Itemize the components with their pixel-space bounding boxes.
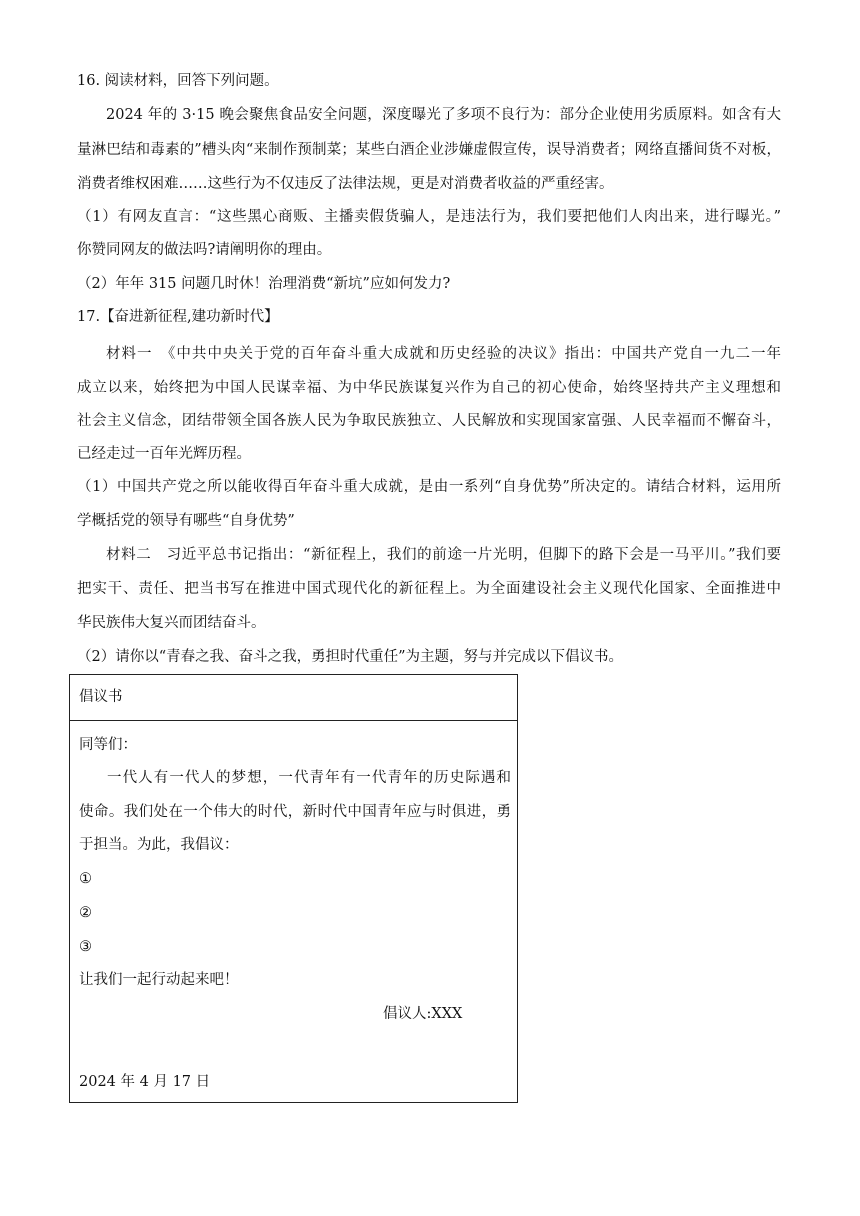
proposal-body-line: 使命。我们处在一个伟大的时代，新时代中国青年应与时俱进，勇 [79, 804, 511, 820]
q17-material2-line: 华民族伟大复兴而团结奋斗。 [77, 615, 266, 631]
q16-heading: 16. 阅读材料，回答下列问题。 [77, 73, 279, 89]
proposal-box [69, 674, 518, 1103]
q16-material-line: 2024 年的 3·15 晚会聚焦食品安全问题，深度曝光了多项不良行为：部分企业使用劣质原料。如含有大 [106, 107, 781, 123]
proposal-item: ② [79, 905, 92, 921]
q16-sub2: （2）年年 315 问题几时休！治理消费“新坑”应如何发力? [77, 276, 451, 292]
q17-material1-line: 社会主义信念，团结带领全国各族人民为争取民族独立、人民解放和实现国家富强、人民幸福而不懈奋斗， [77, 413, 781, 429]
proposal-body-line: 于担当。为此，我倡议： [79, 837, 239, 853]
proposal-date: 2024 年 4 月 17 日 [79, 1074, 211, 1090]
proposal-item: ③ [79, 939, 92, 955]
proposal-item: ① [79, 871, 92, 887]
q17-material1-line: 成立以来，始终把为中国人民谋幸福、为中华民族谋复兴作为自己的初心使命，始终坚持共产主义理想和 [77, 380, 781, 396]
proposal-body-line: 一代人有一代人的梦想，一代青年有一代青年的历史际遇和 [107, 770, 511, 786]
proposal-closing: 让我们一起行动起来吧！ [79, 972, 239, 988]
q16-sub1-line: 你赞同网友的做法吗?请阐明你的理由。 [77, 242, 332, 258]
q17-material2-line: 把实干、责任、把当书写在推进中国式现代化的新征程上。为全面建设社会主义现代化国家、全面推进中 [77, 581, 781, 597]
q17-sub2: （2）请你以“青春之我、奋斗之我，勇担时代重任”为主题，努与并完成以下倡议书。 [77, 649, 624, 665]
proposal-title: 倡议书 [79, 689, 123, 705]
proposal-salutation: 同等们： [79, 737, 137, 753]
proposal-signature: 倡议人:XXX [383, 1006, 463, 1022]
q16-material-line: 量淋巴结和毒素的”槽头肉“来制作预制菜；某些白酒企业涉嫌虚假宣传，误导消费者；网络直播间货不对板， [77, 142, 781, 158]
q17-material1-line: 已经走过一百年光辉历程。 [77, 446, 251, 462]
q17-sub1-line: 学概括党的领导有哪些“自身优势” [77, 513, 295, 529]
q17-sub1-line: （1）中国共产党之所以能收得百年奋斗重大成就，是由一系列“自身优势”所决定的。请结合材料，运用所 [77, 479, 781, 495]
q17-material2-line: 材料二 习近平总书记指出：“新征程上，我们的前途一片光明，但脚下的路下会是一马平川。”我们要 [106, 547, 781, 563]
q17-material1-line: 材料一 《中共中央关于党的百年奋斗重大成就和历史经验的决议》指出：中国共产党自一九二一年 [106, 346, 781, 362]
proposal-divider [70, 720, 517, 721]
q17-heading: 17.【奋进新征程,建功新时代】 [77, 309, 279, 325]
q16-material-line: 消费者维权困难……这些行为不仅违反了法律法规，更是对消费者收益的严重经害。 [77, 176, 614, 192]
q16-sub1-line: （1）有网友直言：“这些黑心商贩、主播卖假货骗人，是违法行为，我们要把他们人肉出来，进行曝光。” [77, 209, 781, 225]
